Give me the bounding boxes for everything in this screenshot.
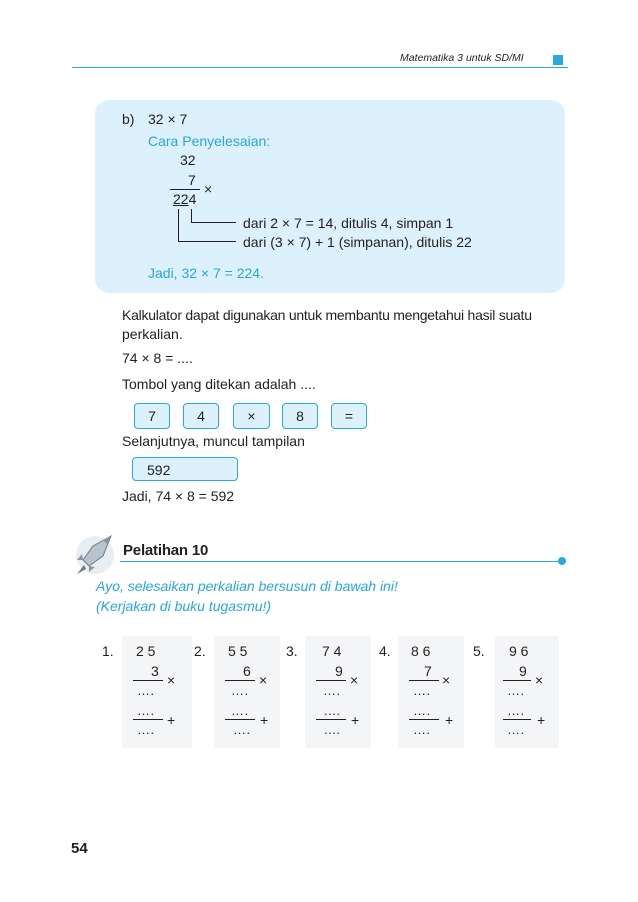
problem-1-rule-2 [133, 719, 163, 720]
problem-3-rule-2 [316, 719, 346, 720]
bracket-units-vertical [191, 209, 192, 223]
problem-5-row-2: …. [507, 703, 525, 718]
problem-2-row-2: …. [231, 703, 249, 718]
problem-3-rule-1 [316, 680, 346, 681]
problem-2-rule-1 [225, 680, 255, 681]
buttons-label: Tombol yang ditekan adalah .... [122, 376, 316, 392]
problem-1-times: × [167, 672, 176, 688]
problem-1-background [122, 636, 192, 748]
exercise-title: Pelatihan 10 [123, 542, 209, 559]
multiplier: 7 [188, 172, 196, 188]
exercise-note: (Kerjakan di buku tugasmu!) [96, 598, 272, 614]
problem-4-times: × [442, 672, 451, 688]
bracket-tens-vertical [178, 209, 179, 242]
example-problem: 32 × 7 [148, 111, 188, 127]
problem-2-multiplier: 6 [243, 663, 251, 679]
display-label: Selanjutnya, muncul tampilan [122, 433, 305, 449]
problem-3-row-3: .... [324, 722, 341, 737]
calculator-equation: 74 × 8 = .... [122, 350, 193, 366]
calculator-conclusion: Jadi, 74 × 8 = 592 [122, 488, 235, 504]
problem-3-row-2: .... [324, 703, 341, 718]
problem-1-number: 1. [102, 643, 114, 659]
calculator-key-equals[interactable]: = [331, 403, 367, 429]
problem-4-number: 4. [379, 643, 391, 659]
bracket-tens-horizontal [178, 241, 236, 242]
problem-1-row-1: …. [137, 683, 155, 698]
calculator-intro-line1: Kalkulator dapat digunakan untuk membantu mengetahui hasil suatu [122, 307, 532, 323]
problem-5-multiplier: 9 [519, 663, 527, 679]
example-conclusion: Jadi, 32 × 7 = 224. [148, 265, 264, 281]
multiplication-rule [170, 189, 200, 190]
problem-5-row-1: …. [507, 683, 525, 698]
problem-1-row-3: …. [137, 722, 155, 737]
problem-3-plus: + [351, 712, 360, 728]
problem-4-row-2: …. [413, 703, 431, 718]
problem-4-multiplicand: 8 6 [411, 643, 431, 659]
book-title: Matematika 3 untuk SD/MI [400, 52, 524, 64]
method-label: Cara Penyelesaian: [148, 133, 271, 149]
problem-2-times: × [259, 672, 268, 688]
calculator-display: 592 [132, 457, 238, 481]
problem-5-row-3: …. [507, 722, 525, 737]
note-tens: dari (3 × 7) + 1 (simpanan), ditulis 22 [243, 234, 472, 250]
problem-5-times: × [535, 672, 544, 688]
calculator-key-8[interactable]: 8 [282, 403, 318, 429]
example-label: b) [122, 111, 135, 127]
problem-3-row-1: …. [323, 683, 341, 698]
problem-3-times: × [350, 672, 359, 688]
problem-5-plus: + [537, 712, 546, 728]
exercise-instruction: Ayo, selesaikan perkalian bersusun di bawah ini! [96, 578, 398, 594]
problem-4-multiplier: 7 [424, 663, 432, 679]
problem-2-row-3: …. [233, 722, 251, 737]
problem-2-rule-2 [225, 719, 255, 720]
problem-2-row-1: …. [231, 683, 249, 698]
problem-1-rule-1 [133, 680, 163, 681]
note-units: dari 2 × 7 = 14, ditulis 4, simpan 1 [243, 215, 454, 231]
problem-5-number: 5. [473, 643, 485, 659]
problem-5-rule-2 [503, 719, 531, 720]
header-marker [553, 55, 563, 65]
problem-4-row-1: …. [413, 683, 431, 698]
problem-4-plus: + [445, 712, 454, 728]
calculator-intro-line2: perkalian. [122, 326, 183, 342]
problem-3-number: 3. [286, 643, 298, 659]
problem-3-multiplicand: 7 4 [322, 643, 342, 659]
multiplicand: 32 [180, 152, 196, 168]
header-rule [72, 67, 568, 68]
problem-1-plus: + [167, 712, 176, 728]
problem-2-multiplicand: 5 5 [228, 643, 248, 659]
problem-4-background [398, 636, 464, 748]
problem-4-rule-1 [409, 680, 439, 681]
result [173, 191, 196, 207]
problem-3-multiplier: 9 [335, 663, 343, 679]
result-carry-part: 22 [173, 191, 189, 207]
exercise-rule-end-dot [558, 557, 566, 565]
problem-5-rule-1 [503, 680, 531, 681]
result-units-part: 4 [188, 191, 197, 207]
problem-2-number: 2. [194, 643, 206, 659]
problem-1-row-2: …. [137, 703, 155, 718]
page-number: 54 [71, 840, 88, 857]
exercise-rule [120, 561, 562, 562]
times-sign: × [204, 181, 213, 197]
calculator-key-4[interactable]: 4 [183, 403, 219, 429]
problem-5-multiplicand: 9 6 [509, 643, 529, 659]
bracket-units-horizontal [191, 222, 236, 223]
calculator-key-7[interactable]: 7 [134, 403, 170, 429]
problem-2-plus: + [260, 712, 269, 728]
problem-1-multiplicand: 2 5 [136, 643, 156, 659]
calculator-key-multiply[interactable]: × [233, 403, 270, 429]
rocket-icon [73, 530, 119, 580]
problem-4-row-3: …. [413, 722, 431, 737]
problem-4-rule-2 [409, 719, 439, 720]
problem-1-multiplier: 3 [151, 663, 159, 679]
